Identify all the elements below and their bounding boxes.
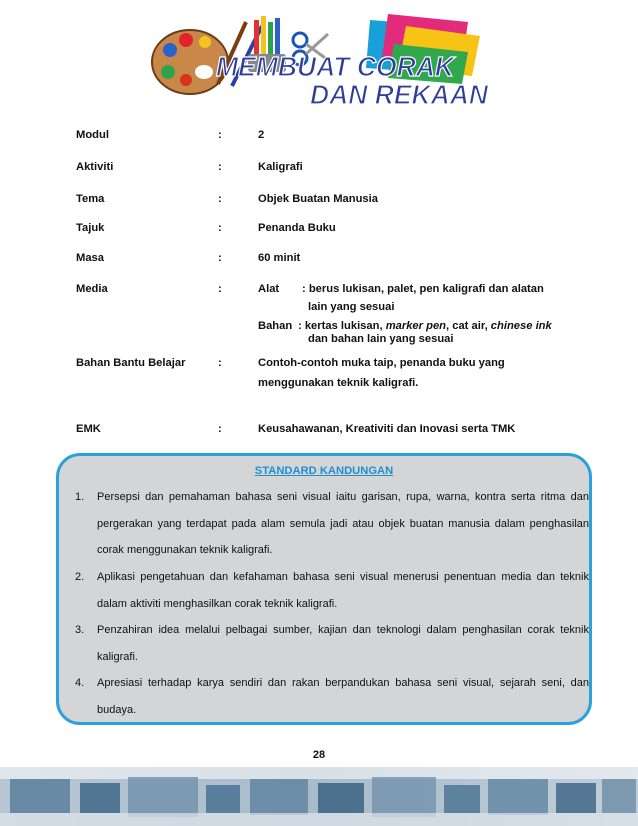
standard-kandungan-title: STANDARD KANDUNGAN [254,465,394,477]
item-text: Apresiasi terhadap karya sendiri dan rakan berpandukan bahasa seni visual, sejarah seni, dan budaya. [97,677,589,716]
field-colon: : [218,252,222,264]
field-value: 2 [258,129,265,141]
item-number: 3. [75,624,85,636]
media-bahan-label: Bahan [258,320,293,332]
field-label: Media [76,283,108,295]
item-number: 4. [75,677,85,689]
field-colon: : [218,423,222,435]
field-label: Bahan Bantu Belajar [76,357,186,369]
field-value: Objek Buatan Manusia [258,193,378,205]
media-bahan-text2: dan bahan lain yang sesuai [308,333,454,345]
field-label: Masa [76,252,104,264]
media-bahan-text: : kertas lukisan, marker pen, cat air, chinese ink [298,320,552,332]
field-value-line2: menggunakan teknik kaligrafi. [258,377,419,389]
item-number: 2. [75,571,85,583]
media-alat-text2: lain yang sesuai [308,301,395,313]
field-label: Aktiviti [76,161,114,173]
logo-title-line2: DAN REKAAN [310,79,489,108]
field-label: EMK [76,423,101,435]
media-alat-label: Alat [258,283,280,295]
field-colon: : [218,161,222,173]
field-value-line1: Contoh-contoh muka taip, penanda buku yang [258,357,505,369]
field-value: Keusahawanan, Kreativiti dan Inovasi serta TMK [258,423,516,435]
media-alat-text: : berus lukisan, palet, pen kaligrafi dan alatan [302,283,544,295]
footer-banner [0,767,638,826]
field-label: Tajuk [76,222,105,234]
field-value: Kaligrafi [258,161,303,173]
header-logo [150,14,490,108]
field-label: Modul [76,129,109,141]
field-colon: : [218,193,222,205]
field-colon: : [218,222,222,234]
item-text: Persepsi dan pemahaman bahasa seni visual iaitu garisan, rupa, warna, kontra serta ritma dan pergerakan yang terdapat pada alam semula jadi atau objek buatan manusia dalam penghasilan corak menggunakan teknik kaligrafi. [97,491,589,556]
field-label: Tema [76,193,105,205]
item-text: Aplikasi pengetahuan dan kefahaman bahasa seni visual menerusi penentuan media dan teknik dalam aktiviti menghasilkan corak teknik kaligrafi. [97,571,589,610]
logo-title-line1: MEMBUAT CORAK [216,51,456,82]
page-number: 28 [312,749,326,761]
field-value: Penanda Buku [258,222,336,234]
field-value: 60 minit [258,252,301,264]
item-number: 1. [75,491,85,503]
standard-kandungan-box [56,453,592,725]
field-colon: : [218,357,222,369]
field-colon: : [218,283,222,295]
item-text: Penzahiran idea melalui pelbagai sumber, kajian dan teknologi dalam penghasilan corak teknik kaligrafi. [97,624,589,663]
field-colon: : [218,129,222,141]
